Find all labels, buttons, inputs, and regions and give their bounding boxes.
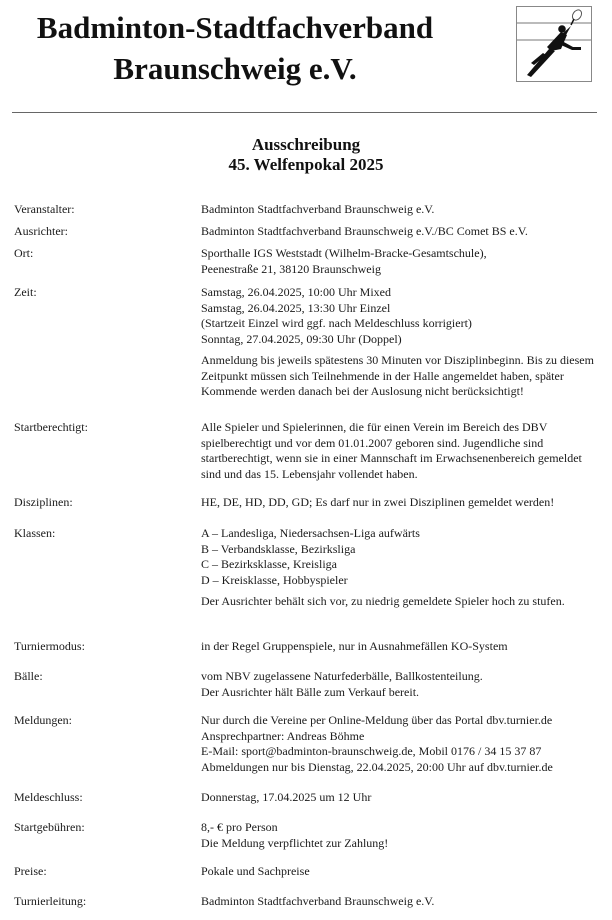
- badminton-player-logo: [516, 6, 592, 82]
- value-klasse-d: D – Kreisklasse, Hobbyspieler: [201, 572, 348, 587]
- org-name-line2: Braunschweig e.V.: [113, 51, 357, 86]
- value-startgebuehren-line: 8,- € pro Person: [201, 820, 278, 834]
- value-startgebuehren-line: Die Meldung verpflichtet zur Zahlung!: [201, 835, 389, 850]
- value-ort-line: Peenestraße 21, 38120 Braunschweig: [201, 261, 381, 276]
- value-klassen-note: Der Ausrichter behält sich vor, zu niedrig gemeldete Spieler hoch zu stufen.: [201, 594, 565, 608]
- label-turnierleitung: Turnierleitung:: [14, 894, 87, 908]
- label-ort: Ort:: [14, 246, 34, 260]
- value-klasse-c: C – Bezirksklasse, Kreisliga: [201, 557, 337, 571]
- label-startgebuehren: Startgebühren:: [14, 820, 85, 834]
- org-name-line1: Badminton-Stadtfachverband: [36, 10, 434, 45]
- label-ausrichter: Ausrichter:: [14, 224, 68, 238]
- label-veranstalter: Veranstalter:: [14, 202, 75, 216]
- label-turniermodus: Turniermodus:: [14, 639, 85, 653]
- label-meldungen: Meldungen:: [14, 713, 72, 727]
- value-meldeschluss: Donnerstag, 17.04.2025 um 12 Uhr: [201, 790, 372, 804]
- label-preise: Preise:: [14, 864, 47, 878]
- label-startberechtigt: Startberechtigt:: [14, 420, 88, 434]
- value-baelle-line: vom NBV zugelassene Naturfederbälle, Ballkostenteilung.: [201, 669, 483, 683]
- value-veranstalter: Badminton Stadtfachverband Braunschweig e.V.: [201, 202, 435, 216]
- label-meldeschluss: Meldeschluss:: [14, 790, 83, 804]
- document-title: Ausschreibung: [251, 135, 361, 154]
- value-zeit-line: Samstag, 26.04.2025, 13:30 Uhr Einzel: [201, 300, 391, 315]
- label-klassen: Klassen:: [14, 526, 56, 540]
- value-meldungen-contact: Ansprechpartner: Andreas Böhme: [201, 728, 365, 743]
- value-meldungen-line: Nur durch die Vereine per Online-Meldung über das Portal dbv.turnier.de: [201, 713, 553, 727]
- value-klasse-b: B – Verbandsklasse, Bezirksliga: [201, 541, 356, 556]
- value-turnierleitung: Badminton Stadtfachverband Braunschweig e.V.: [201, 894, 435, 908]
- value-preise: Pokale und Sachpreise: [201, 864, 310, 878]
- header-divider: [12, 112, 597, 113]
- value-startberechtigt: Alle Spieler und Spielerinnen, die für einen Verein im Bereich des DBV spielberechtigt und vor dem 01.01.2007 geboren sind. Jugendliche sind startberechtigt, wenn sie in einer Mannschaft im Erwachsenenbereich gemeldet sind und das 15. Lebensjahr vollendet haben.: [201, 420, 582, 481]
- value-zeit-line: Sonntag, 27.04.2025, 09:30 Uhr (Doppel): [201, 331, 402, 346]
- label-zeit: Zeit:: [14, 285, 37, 299]
- value-disziplinen: HE, DE, HD, DD, GD; Es darf nur in zwei Disziplinen gemeldet werden!: [201, 495, 555, 509]
- value-turniermodus: in der Regel Gruppenspiele, nur in Ausnahmefällen KO-System: [201, 639, 508, 653]
- label-disziplinen: Disziplinen:: [14, 495, 73, 509]
- value-klasse-a: A – Landesliga, Niedersachsen-Liga aufwärts: [201, 526, 420, 540]
- document-subtitle: 45. Welfenpokal 2025: [228, 155, 384, 174]
- value-ausrichter: Badminton Stadtfachverband Braunschweig e.V./BC Comet BS e.V.: [201, 224, 528, 238]
- label-baelle: Bälle:: [14, 669, 43, 683]
- value-meldungen-abmeldung: Abmeldungen nur bis Dienstag, 22.04.2025, 20:00 Uhr auf dbv.turnier.de: [201, 759, 553, 774]
- value-ort-line: Sporthalle IGS Weststadt (Wilhelm-Bracke-Gesamtschule),: [201, 246, 487, 260]
- value-meldungen-email: E-Mail: sport@badminton-braunschweig.de, Mobil 0176 / 34 15 37 87: [201, 744, 542, 758]
- badminton-player-icon: [517, 7, 591, 81]
- value-zeit-line: Samstag, 26.04.2025, 10:00 Uhr Mixed: [201, 285, 391, 299]
- value-baelle-line: Der Ausrichter hält Bälle zum Verkauf bereit.: [201, 684, 420, 699]
- value-zeit-note: Anmeldung bis jeweils spätestens 30 Minuten vor Disziplinbeginn. Bis zu diesem Zeitpunkt müssen sich Teilnehmende in der Halle angemeldet haben, später Kommende werden danach bei der Auslosung nicht berücksichtigt!: [201, 353, 594, 398]
- value-zeit-line: (Startzeit Einzel wird ggf. nach Meldeschluss korrigiert): [201, 316, 472, 330]
